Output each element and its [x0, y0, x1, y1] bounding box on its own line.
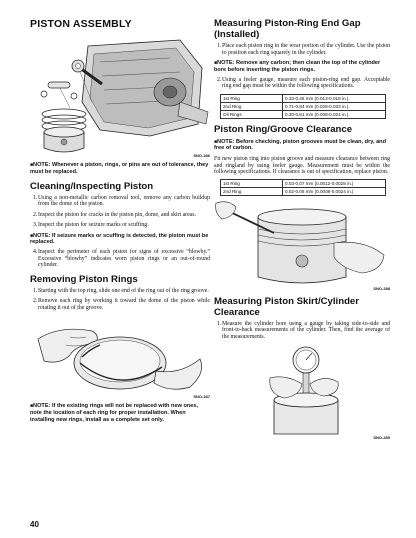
removing-steps	[30, 288, 210, 312]
note-bullet-icon: ■	[214, 60, 218, 66]
figure-id: SNO-288	[373, 285, 390, 291]
left-column	[30, 18, 210, 424]
figure-id: SNO-289	[373, 435, 390, 441]
end-gap-spec-table	[220, 94, 386, 119]
list-item: 1. Starting with the top ring, slide one end of the ring out of the ring groove.	[33, 287, 209, 294]
note-tolerance: ■NOTE: Whenever a piston, rings, or pins are out of tolerance, they must be replaced.	[30, 162, 209, 175]
list-item: 1. Place each piston ring in the wear portion of the cylinder. Use the piston to position each ring squarely in the cylinder.	[217, 43, 390, 56]
figure-engine-piston-assembly	[30, 32, 210, 158]
feeler-gauge-illustration	[214, 199, 390, 291]
endgap-steps	[214, 43, 390, 56]
table-row: 1st Ring 0.33-0.46 mm (0.013-0.018 in.)	[221, 94, 386, 102]
heading-skirt-clearance: Measuring Piston Skirt/Cylinder Clearance	[214, 295, 360, 318]
cleaning-steps	[30, 195, 210, 229]
figure-id: SNO-286	[193, 153, 210, 158]
figure-bore-gauge	[214, 344, 390, 440]
figure-feeler-gauge	[214, 199, 390, 291]
heading-groove-clearance: Piston Ring/Groove Clearance	[214, 123, 353, 135]
note-bullet-icon: ■	[214, 138, 218, 145]
engine-illustration	[30, 32, 210, 158]
endgap-steps-continued	[214, 77, 390, 90]
note-bullet-icon: ■	[30, 232, 34, 239]
note-bullet-icon: ■	[30, 403, 34, 410]
list-item: 4. Inspect the perimeter of each piston for signs of excessive “blowby.” Excessive “blowby” indicates worn piston rings or an out-of-round cylinder.	[33, 249, 210, 269]
figure-removing-ring	[30, 315, 210, 399]
list-item: 2. Inspect the piston for cracks in the piston pin, dome, and skirt areas.	[33, 211, 196, 218]
heading-cleaning-inspecting: Cleaning/Inspecting Piston	[30, 180, 154, 192]
list-item: 2. Remove each ring by working it toward the dome of the piston while rotating it out of the groove.	[33, 298, 210, 311]
note-bullet-icon: ■	[30, 162, 34, 168]
right-column	[214, 18, 390, 440]
note-seizure: ■NOTE: If seizure marks or scuffing is detected, the piston must be replaced.	[30, 232, 209, 246]
list-item: 3. Inspect the piston for seizure marks or scuffing.	[33, 222, 149, 229]
groove-spec-table	[220, 179, 386, 196]
heading-ring-end-gap: Measuring Piston-Ring End Gap (Installed)	[214, 18, 361, 40]
note-grooves-clean: ■NOTE: Before checking, piston grooves must be clean, dry, and free of carbon.	[214, 138, 387, 152]
table-row: Oil Rings 0.20-0.61 mm (0.008-0.024 in.)	[221, 110, 386, 118]
table-row: 2nd Ring 0.02-0.06 mm (0.0008-0.0024 in.)	[221, 187, 386, 195]
list-item: 2. Using a feeler gauge, measure each piston-ring end gap. Acceptable ring end gap must be within the following specifications.	[217, 76, 390, 90]
heading-removing-rings: Removing Piston Rings	[30, 273, 138, 285]
ring-removal-illustration	[30, 315, 210, 399]
page-number: 40	[30, 520, 39, 529]
figure-id: SNO-287	[193, 394, 210, 400]
list-item: 1. Measure the cylinder bore using a gauge by taking side-to-side and front-to-back measurements of the cylinder. Then, find the average of the measurements.	[217, 320, 390, 340]
skirt-steps	[214, 321, 390, 341]
note-existing-rings: ■NOTE: If the existing rings will not be replaced with new ones, note the location of each ring for proper installation. When installing new rings, install as a complete set only.	[30, 403, 199, 423]
cleaning-steps-continued	[30, 249, 210, 269]
note-remove-carbon: ■NOTE: Remove any carbon; then clean the top of the cylinder bore before inserting the piston rings.	[214, 60, 381, 73]
bore-gauge-illustration	[214, 344, 390, 440]
page-title: PISTON ASSEMBLY	[30, 18, 132, 30]
list-item: 1. Using a non-metallic carbon removal tool, remove any carbon buildup from the dome of the piston.	[33, 194, 210, 208]
groove-paragraph: Fit new piston ring into piston groove and measure clearance between ring and ringland by using feeler gauge. Measurement must be within the following specifications. If clearance is out of specification, replace piston.	[214, 156, 390, 176]
table-row: 2nd Ring 0.71-0.84 mm (0.028-0.033 in.)	[221, 102, 386, 110]
table-row: 1st Ring 0.03-0.07 mm (0.0012-0.0028 in.)	[221, 179, 386, 187]
